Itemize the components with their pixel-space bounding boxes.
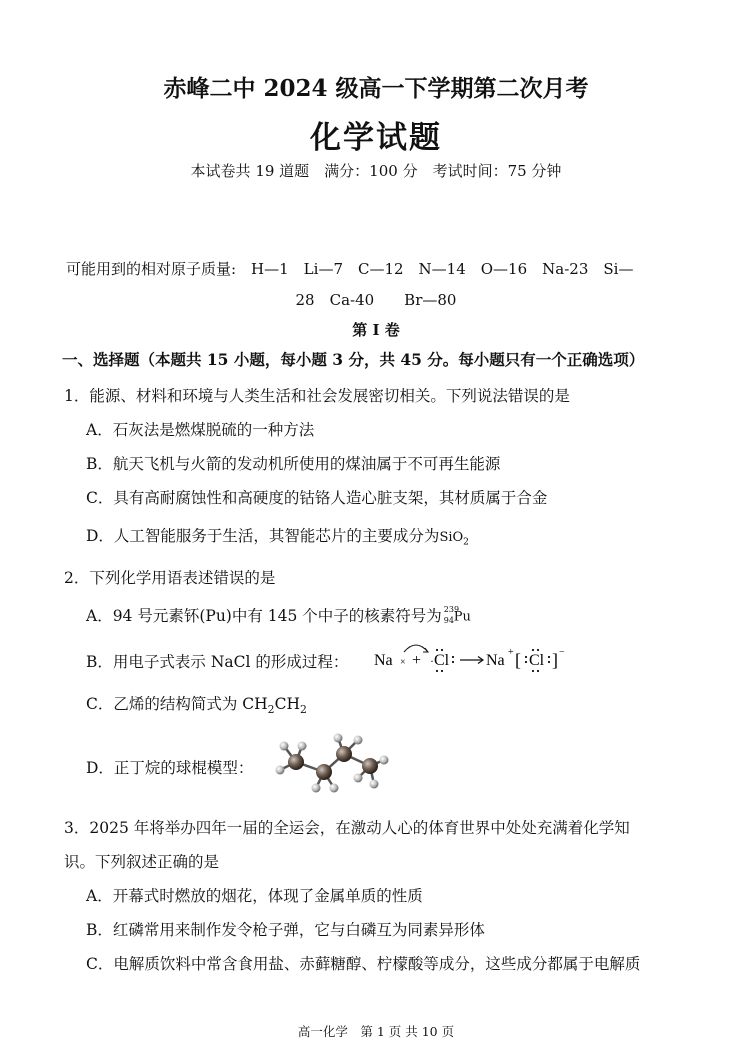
question-2-option-c: C．乙烯的结构简式为 $CH_2CH_2$: [86, 695, 307, 717]
pu-isotope-numbers: 239 94: [443, 605, 460, 625]
na-atom: Na: [374, 652, 393, 669]
sio2-formula: SiO$_2$: [439, 530, 469, 548]
cl-atom: Cl: [434, 652, 450, 669]
atomic-masses-line-2: 28 Ca-40 Br—80: [295, 291, 457, 309]
volume-label: 第 I 卷: [352, 321, 400, 339]
question-1-option-d: [86, 524, 469, 548]
question-3-option-c: C．电解质饮料中常含食用盐、赤藓糖醇、柠檬酸等成分，这些成分都属于电解质: [86, 955, 641, 973]
right-bracket: ]: [552, 650, 558, 670]
question-3-option-b: B．红磷常用来制作发令枪子弹，它与白磷互为同素异形体: [86, 921, 485, 939]
question-1-stem: 1．能源、材料和环境与人类生活和社会发展密切相关。下列说法错误的是: [64, 387, 570, 405]
question-1-option-b: B．航天飞机与火箭的发动机所使用的煤油属于不可再生能源: [86, 455, 501, 473]
question-1-option-c: C．具有高耐腐蚀性和高硬度的钴铬人造心脏支架，其材质属于合金: [86, 489, 548, 507]
nacl-electron-formula: [368, 638, 588, 678]
left-bracket: [: [515, 650, 521, 670]
question-2-option-a: [86, 604, 471, 627]
atomic-masses-line-1: 可能用到的相对原子质量: H—1 Li—7 C—12 N—14 O—16 Na-23 Si—: [66, 260, 634, 278]
exam-info: 本试卷共 19 道题 满分：100 分 考试时间：75 分钟: [190, 162, 562, 180]
electron-transfer-arrow: [404, 645, 428, 652]
plus-sign: +: [412, 652, 422, 669]
section-title: 一、选择题（本题共 15 小题，每小题 3 分，共 45 分。每小题只有一个正确选项）: [62, 350, 645, 369]
question-1-option-a: A．石灰法是燃煤脱硫的一种方法: [86, 421, 315, 439]
question-3-stem-line-2: 识。下列叙述正确的是: [64, 853, 220, 871]
question-2-option-a-text: A．94 号元素钚(Pu)中有 145 个中子的核素符号为: [86, 607, 442, 625]
na-ion-charge: +: [508, 647, 514, 658]
butane-ball-and-stick-model: [262, 732, 392, 798]
pu-symbol: Pu: [453, 609, 471, 625]
question-1-option-d-text: D．人工智能服务于生活，其智能芯片的主要成分为: [86, 527, 440, 545]
cl-ion: Cl: [529, 652, 545, 669]
exam-title: 赤峰二中 2024 级高一下学期第二次月考: [163, 75, 589, 102]
cl-ion-charge: −: [559, 647, 565, 658]
question-3-stem-line-1: 3．2025 年将举办四年一届的全运会，在激动人心的体育世界中处处充满着化学知: [64, 819, 630, 837]
question-3-option-a: A．开幕式时燃放的烟花，体现了金属单质的性质: [86, 887, 423, 905]
cl-left-dot: ·: [430, 654, 434, 668]
question-2-option-d-text: D．正丁烷的球棍模型：: [86, 759, 254, 777]
question-2-stem: 2．下列化学用语表述错误的是: [64, 569, 276, 587]
question-2-option-b-text: B．用电子式表示 NaCl 的形成过程：: [86, 653, 349, 671]
na-ion: Na: [486, 652, 505, 669]
subject-title: 化学试题: [310, 120, 442, 156]
na-electron: ×: [400, 657, 406, 668]
page-footer: 高一化学 第 1 页 共 10 页: [297, 1024, 455, 1039]
